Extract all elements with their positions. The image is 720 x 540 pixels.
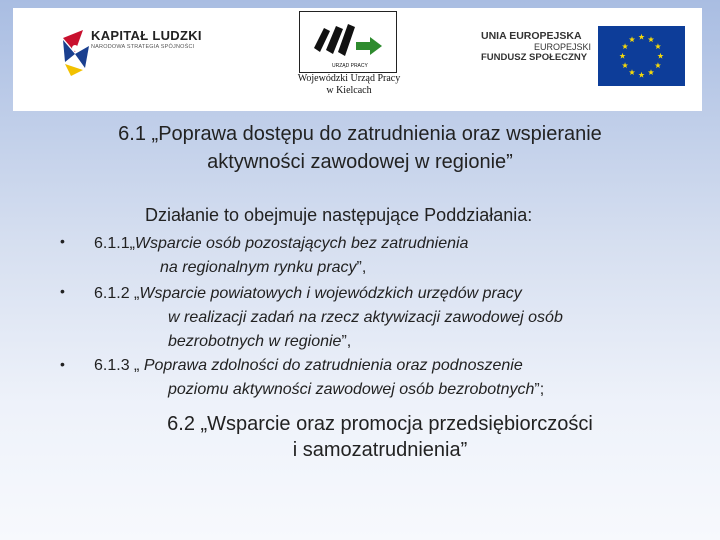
subaction-item-6-1-1 (94, 232, 468, 256)
logo-band (13, 8, 702, 111)
eu-line3: FUNDUSZ SPOŁECZNY (481, 52, 588, 63)
subaction-item-6-1-2 (94, 282, 522, 306)
wup-caption-line2: w Kielcach (326, 85, 372, 96)
subaction-number: 6.1.2 (94, 285, 130, 302)
wup-caption-line1: Wojewódzki Urząd Pracy (297, 73, 401, 84)
subaction-text-line: Wsparcie powiatowych i wojewódzkich urzędów pracy (139, 285, 522, 302)
eu-star-icon (655, 62, 661, 68)
heading-6-1-line1: 6.1 „Poprawa dostępu do zatrudnienia oraz wspieranie (118, 123, 602, 145)
eu-flag (598, 26, 685, 86)
kapital-ludzki-title: KAPITAŁ LUDZKI (91, 28, 202, 43)
subaction-text-line: bezrobotnych w regionie (168, 333, 342, 350)
eu-star-icon (655, 43, 661, 49)
eu-line2: EUROPEJSKI (533, 42, 591, 52)
wup-logo (299, 11, 397, 73)
eu-text (481, 30, 591, 63)
bullet-2: • (60, 283, 65, 299)
quote-close: ”; (534, 381, 545, 398)
subaction-number: 6.1.1 (94, 235, 130, 252)
quote-open: „ (129, 285, 140, 302)
subaction-text-line: w realizacji zadań na rzecz aktywizacji zawodowej osób (168, 309, 563, 326)
subaction-text-line: Wsparcie osób pozostających bez zatrudnienia (134, 235, 469, 252)
eu-star-icon (622, 62, 628, 68)
eu-star-icon (657, 53, 663, 59)
subaction-item-6-1-1-cont (160, 256, 366, 280)
eu-line1: UNIA EUROPEJSKA (481, 30, 582, 42)
eu-star-icon (622, 43, 628, 49)
quote-close: ”, (341, 333, 352, 350)
urzad-pracy-emblem-icon (300, 12, 396, 72)
bullet-1: • (60, 233, 65, 249)
heading-6-2 (60, 411, 700, 463)
eu-star-icon (638, 72, 644, 78)
quote-open: „ (129, 357, 144, 374)
quote-open: „ (129, 235, 135, 252)
eu-star-icon (648, 36, 654, 42)
subaction-item-6-1-2-cont2 (168, 330, 351, 354)
eu-star-icon (629, 36, 635, 42)
eu-stars-icon (598, 26, 685, 86)
kapital-ludzki-subtitle: NARODOWA STRATEGIA SPÓJNOŚCI (91, 44, 195, 50)
kapital-ludzki-logo (61, 28, 231, 88)
intro-text: Działanie to obejmuje następujące Poddziałania: (145, 205, 533, 225)
subaction-item-6-1-2-cont1 (168, 306, 563, 330)
eu-star-icon (638, 34, 644, 40)
quote-close: ”, (356, 259, 367, 276)
heading-6-1-line2: aktywności zawodowej w regionie” (207, 151, 513, 173)
kapital-ludzki-emblem-icon (61, 28, 91, 78)
urzad-pracy-sign: URZĄD PRACY (332, 63, 368, 69)
heading-6-1 (40, 120, 680, 176)
eu-star-icon (629, 69, 635, 75)
subaction-item-6-1-3-cont (168, 378, 544, 402)
eu-star-icon (648, 69, 654, 75)
heading-6-2-line2: i samozatrudnienia” (292, 439, 468, 461)
subaction-text-line: na regionalnym rynku pracy (160, 259, 357, 276)
heading-6-2-line1: 6.2 „Wsparcie oraz promocja przedsiębiorczości (167, 413, 593, 435)
wup-caption (295, 73, 403, 97)
eu-star-icon (619, 53, 625, 59)
subaction-text-line: poziomu aktywności zawodowej osób bezrobotnych (168, 381, 535, 398)
bullet-3: • (60, 356, 65, 372)
subaction-number: 6.1.3 (94, 357, 130, 374)
subaction-item-6-1-3 (94, 354, 523, 378)
subaction-text-line: Poprawa zdolności do zatrudnienia oraz podnoszenie (143, 357, 523, 374)
